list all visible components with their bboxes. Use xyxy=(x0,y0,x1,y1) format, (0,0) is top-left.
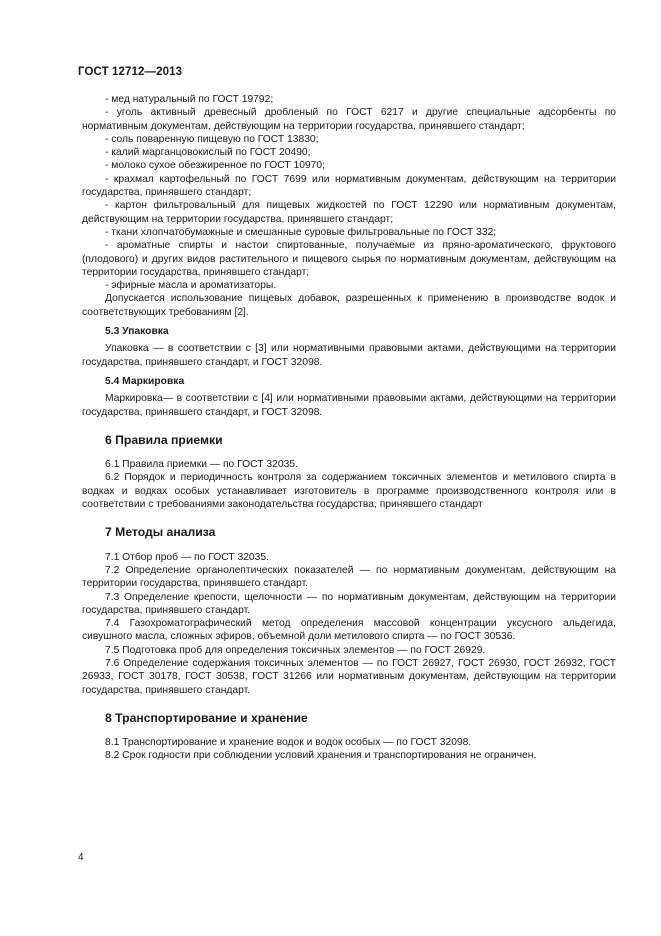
clause: 7.1 Отбор проб — по ГОСТ 32035. xyxy=(105,551,269,563)
clause: 6.1 Правила приемки — по ГОСТ 32035. xyxy=(105,459,298,471)
clause: 7.4 Газохроматографический метод определения массовой концентрации уксусного альдегида, сивушного масла, сложных эфиров, объемной доли метилового спирта — по ГОСТ 30536. xyxy=(82,618,616,643)
clause: 6.2 Порядок и периодичность контроля за содержанием токсичных элементов и метилового спирта в водках и водках особых устанавливает изготовитель в программе производственного контроля или в соответствии с требованиями законодательства государства, принявшего стандарт xyxy=(82,472,616,511)
additives-note: Допускается использование пищевых добавок, разрешенных к применению в производстве водок и соответствующих требованиям [2]. xyxy=(82,293,616,318)
packaging-text: Упаковка — в соответствии с [3] или нормативными правовыми актами, действующими на территории государства, принявшего стандарт, и ГОСТ 32098. xyxy=(82,343,616,368)
document-header: ГОСТ 12712—2013 xyxy=(78,66,183,78)
list-item: - ткани хлопчатобумажные и смешанные суровые фильтровальные по ГОСТ 332; xyxy=(105,226,497,238)
clause: 8.2 Срок годности при соблюдении условий хранения и транспортирования не ограничен. xyxy=(105,750,537,762)
list-item: - молоко сухое обезжиренное по ГОСТ 10970; xyxy=(105,160,325,172)
list-item: - ароматные спирты и настои спиртованные, получаемые из пряно-ароматического, фруктового (плодового) и других видов растительного и пищевого сырья по нормативным документам, действующим на территории государства, принявшего стандарт; xyxy=(82,240,616,278)
subsection-heading-marking: 5.4 Маркировка xyxy=(105,375,185,387)
section-heading-transport: 8 Транспортирование и хранение xyxy=(105,710,308,725)
list-item: - крахмал картофельный по ГОСТ 7699 или нормативным документам, действующим на территории государства, принявшего стандарт; xyxy=(82,173,616,199)
section-heading-acceptance: 6 Правила приемки xyxy=(105,432,223,447)
list-item: - мед натуральный по ГОСТ 19792; xyxy=(105,94,274,105)
list-item: - соль поваренную пищевую по ГОСТ 13830; xyxy=(105,133,319,145)
clause: 7.6 Определение содержания токсичных элементов — по ГОСТ 26927, ГОСТ 26930, ГОСТ 26932, ГОСТ 26933, ГОСТ 30178, ГОСТ 30538, ГОСТ 31266 или нормативным документам, действующим на территории государства, принявшего стандарт. xyxy=(82,657,616,696)
clause: 7.5 Подготовка проб для определения токсичных элементов — по ГОСТ 26929. xyxy=(105,644,486,656)
list-item: - картон фильтровальный для пищевых жидкостей по ГОСТ 12290 или нормативным документам, действующим на территории государства, принявшего стандарт; xyxy=(82,200,616,225)
clause: 8.1 Транспортирование и хранение водок и водок особых — по ГОСТ 32098. xyxy=(105,737,472,749)
list-item: - уголь активный древесный дробленый по ГОСТ 6217 и другие специальные адсорбенты по нормативным документам, действующим на территории государства, принявшего стандарт; xyxy=(82,107,616,132)
list-item: - эфирные масла и ароматизаторы. xyxy=(105,280,277,292)
page-number: 4 xyxy=(78,852,84,863)
clause: 7.3 Определение крепости, щелочности — по нормативным документам, действующим на территории государства, принявшего стандарт. xyxy=(82,591,616,616)
list-item: - калий марганцовокислый по ГОСТ 20490; xyxy=(105,147,311,159)
marking-text: Маркировка— в соответствии с [4] или нормативными правовыми актами, действующими на территории государства, принявшего стандарт, и ГОСТ 32098. xyxy=(82,393,616,418)
section-heading-methods: 7 Методы анализа xyxy=(105,525,216,540)
subsection-heading-packaging: 5.3 Упаковка xyxy=(105,326,169,338)
document-body xyxy=(82,93,616,763)
clause: 7.2 Определение органолептических показателей — по нормативным документам, действующим на территории государства, принявшего стандарт. xyxy=(82,564,616,590)
